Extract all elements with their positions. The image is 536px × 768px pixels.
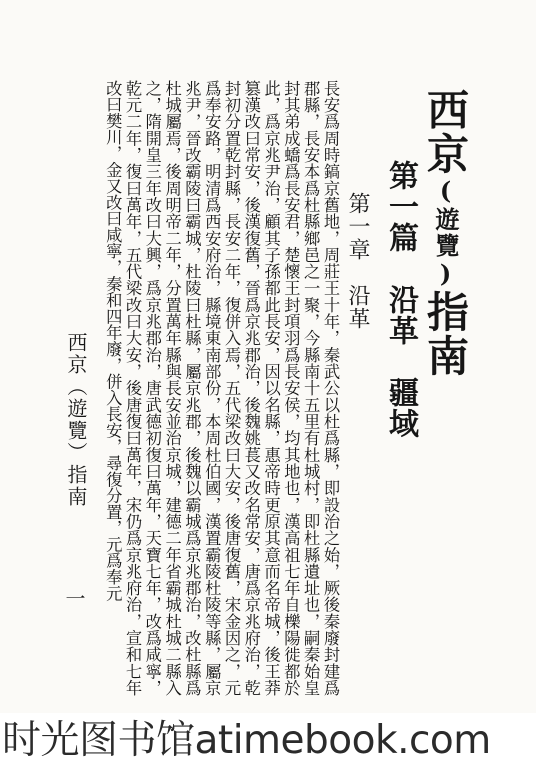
book-title-end: 指南 — [421, 290, 470, 378]
book-title-sub: (遊覽) — [431, 176, 460, 290]
chapter-title: 第一章 沿革 — [345, 192, 370, 330]
body-text: 長安爲周時鎬京舊地，周莊王十年，秦武公以杜爲縣，即設治之始，厥後秦廢封建爲郡縣，長安本爲杜縣鄉邑之一聚，今縣南十五里有杜城村，即杜縣遺址也，嗣秦始皇封其弟成蟜爲長安君，楚懷王封項羽爲長安侯，均其地也，漢高祖七年自櫟陽徙都於此，爲京兆尹治，顧其子孫都此長安，因以名縣，惠帝時更原其意而名帝城，後王莽篡漢改曰常安，後漢復舊，晉爲京兆郡治，後魏姚萇又改名常安，唐爲京兆府治，乾封初分置乾封縣，長安二年，復併入焉，五代梁改曰大安，後唐復舊，宋金因之，元爲奉安路，明清爲西安府治，縣境東南部份，本周杜伯國，漢置霸陵杜陵等縣，屬京兆尹，晉改霸陵曰霸城，杜陵曰杜縣，屬京兆郡，後魏以霸城爲京兆郡治，改杜縣爲杜城屬焉，後周明帝二年，分置萬年縣與長安並治京城，建德二年省霸城杜城二縣入之，隋開皇三年改曰大興，爲京兆郡治，唐武德初復曰萬年，天寶七年，改爲咸寧，乾元二年，復曰萬年，五代梁改曰大安，後唐復曰萬年，宋仍爲京兆府治，宣和七年改曰樊川，金又改曰咸寧，秦和四年廢，併入長安，尋復分置，元爲奉元 — [103, 80, 340, 696]
running-head: 西京（遊覽）指南 — [64, 332, 88, 508]
book-title-main: 西京 — [421, 88, 470, 176]
watermark: 时光图书馆atimebook.com — [0, 713, 536, 768]
book-title — [421, 88, 470, 378]
page-number: 一 — [62, 588, 86, 608]
part-title: 第一篇 沿革 疆域 — [383, 160, 418, 439]
